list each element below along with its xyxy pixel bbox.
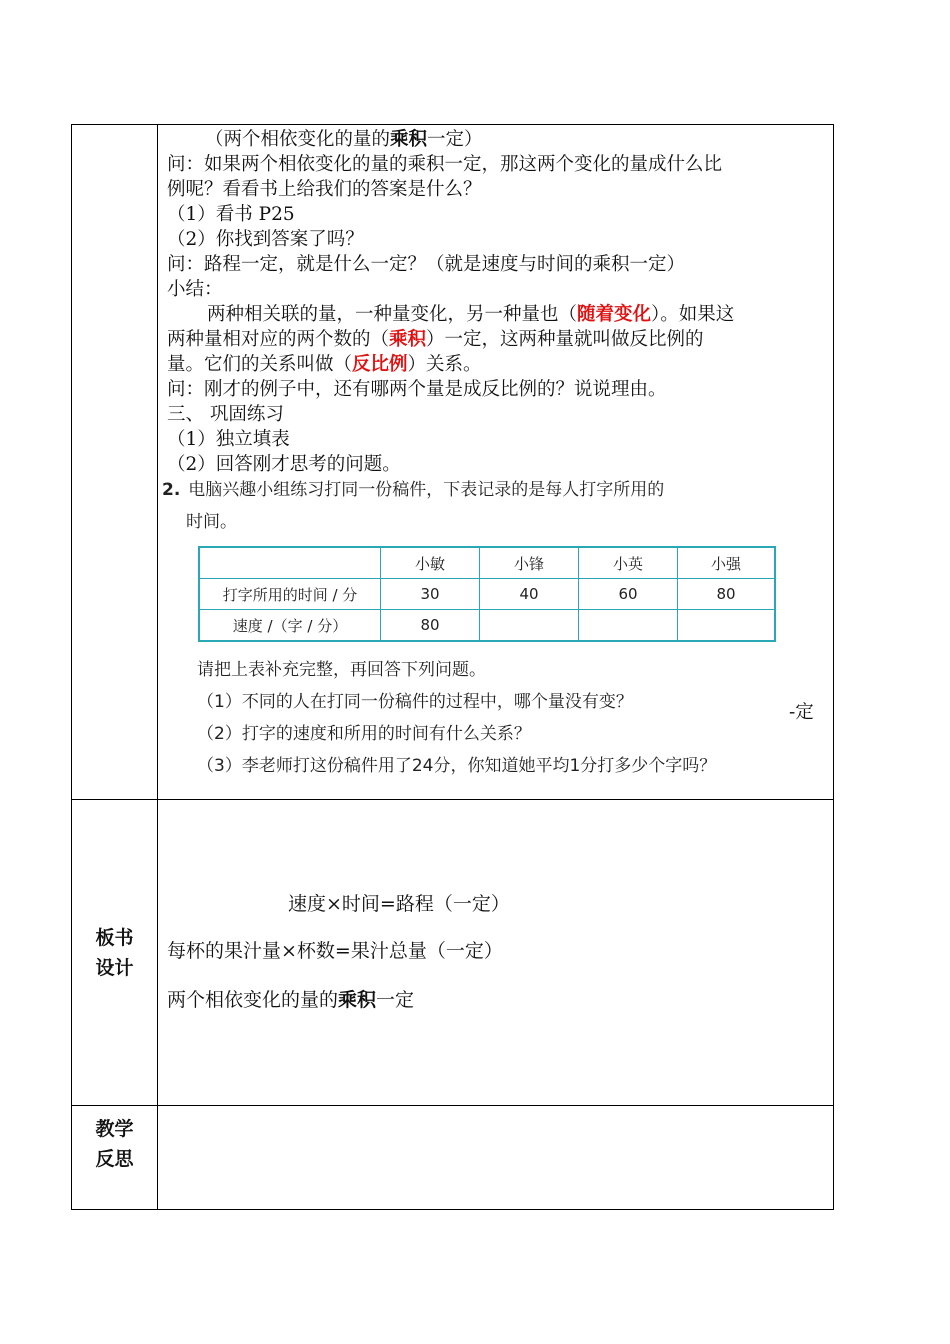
- answer-highlight: 乘积: [389, 329, 427, 350]
- table-header-row: [199, 547, 775, 579]
- summary-line: 两种相关联的量，一种量变化，另一种量也（随着变化）。如果这: [207, 304, 735, 325]
- process-row: [72, 125, 833, 800]
- bold-term: 乘积: [390, 129, 428, 150]
- typing-table: [198, 546, 776, 642]
- table-cell: 30: [381, 579, 480, 610]
- table-cell: 80: [381, 610, 480, 642]
- table-row: [199, 579, 775, 610]
- table-cell: [678, 610, 776, 642]
- summary-line: 量。它们的关系叫做（反比例）关系。: [167, 354, 482, 375]
- board-line: 速度×时间=路程（一定）: [288, 893, 510, 915]
- board-line: 两个相依变化的量的乘积一定: [167, 989, 415, 1011]
- table-header-cell: 小锋: [480, 547, 579, 579]
- exercise-number: 2.: [162, 480, 181, 500]
- reflection-label-cell: [72, 1106, 158, 1209]
- exercise-question: 2. 电脑兴趣小组练习打同一份稿件，下表记录的是每人打字所用的: [162, 480, 665, 500]
- table-cell: 80: [678, 579, 776, 610]
- row-label: 打字所用的时间 / 分: [199, 579, 381, 610]
- sub-question: （3）李老师打这份稿件用了24分，你知道她平均1分打多少个字吗？: [197, 756, 717, 776]
- board-label: 板书设计: [95, 926, 134, 979]
- lesson-line: 问：如果两个相依变化的量的乘积一定，那这两个变化的量成什么比: [167, 154, 723, 175]
- process-label-cell: [72, 125, 158, 799]
- side-note: -定: [789, 702, 814, 723]
- table-cell: [579, 610, 678, 642]
- lesson-line: （两个相依变化的量的乘积一定）: [205, 129, 483, 150]
- board-line: 每杯的果汁量×杯数=果汁总量（一定）: [167, 940, 503, 962]
- lesson-line: （2）回答刚才思考的问题。: [167, 454, 401, 475]
- lesson-line: （1）看书 P25: [167, 204, 295, 225]
- answer-highlight: 反比例: [352, 354, 408, 375]
- reflection-row: [72, 1106, 833, 1209]
- table-header-cell: 小强: [678, 547, 776, 579]
- exercise-question-cont: 时间。: [186, 512, 237, 532]
- lesson-line: 小结：: [167, 279, 223, 300]
- table-header-cell: 小敏: [381, 547, 480, 579]
- lesson-line: 例呢？看看书上给我们的答案是什么？: [167, 179, 482, 200]
- sub-question: （1）不同的人在打同一份稿件的过程中，哪个量没有变？: [197, 692, 633, 712]
- reflection-content-cell: [158, 1106, 833, 1209]
- table-cell: [480, 610, 579, 642]
- instruction-line: 请把上表补充完整，再回答下列问题。: [197, 660, 486, 680]
- table-row: [199, 610, 775, 642]
- lesson-plan-table: [71, 124, 834, 1210]
- lesson-line: （2）你找到答案了吗？: [167, 229, 364, 250]
- textbook-excerpt: [162, 474, 802, 776]
- board-content-cell: [158, 800, 833, 1105]
- table-cell: 40: [480, 579, 579, 610]
- lesson-line: （1）独立填表: [167, 429, 290, 450]
- process-content-cell: [158, 125, 833, 799]
- lesson-text: [167, 127, 827, 477]
- table-cell: 60: [579, 579, 678, 610]
- lesson-line: 问：路程一定，就是什么一定？（就是速度与时间的乘积一定）: [167, 254, 686, 275]
- table-header-cell: 小英: [579, 547, 678, 579]
- board-row: [72, 800, 833, 1106]
- sub-question: （2）打字的速度和所用的时间有什么关系？: [197, 724, 531, 744]
- lesson-line: 三、 巩固练习: [167, 404, 284, 425]
- board-label-cell: [72, 800, 158, 1105]
- reflection-label: 教学反思: [95, 1118, 134, 1170]
- lesson-line: 问：刚才的例子中，还有哪两个量是成反比例的？说说理由。: [167, 379, 667, 400]
- answer-highlight: 随着变化: [577, 304, 652, 325]
- row-label: 速度 /（字 / 分）: [199, 610, 381, 642]
- table-cell: [199, 547, 381, 579]
- summary-line: 两种量相对应的两个数的（乘积）一定，这两种量就叫做反比例的: [167, 329, 704, 350]
- exercise-followup: [197, 654, 817, 782]
- bold-term: 乘积: [338, 989, 377, 1011]
